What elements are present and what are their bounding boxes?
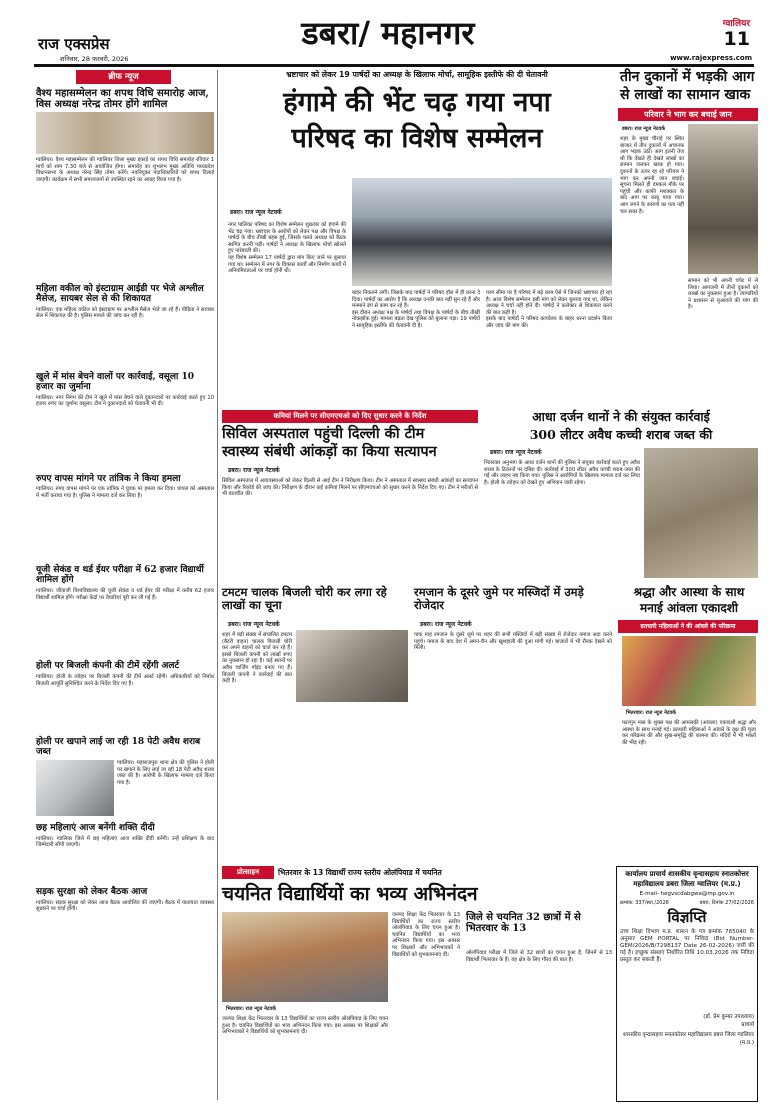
liquor-headline-2: 300 लीटर अवैध कच्ची शराब जब्त की bbox=[529, 427, 713, 442]
students-subhead: जिले से चयनित 32 छात्रों में से भितरवार के 13 bbox=[466, 912, 581, 934]
brief-head: सड़क सुरक्षा को लेकर बैठक आज bbox=[36, 886, 148, 897]
fire-text: सामान को भी अपनी चपेट में ले लिया। आगजनी में तीनों दुकानों को लाखों का नुकसान हुआ है। व्यापारियों ने प्रशासन से मुआवजे की मांग की है। bbox=[688, 278, 760, 311]
website: www.rajexpress.com bbox=[670, 54, 752, 62]
tempo-byline: डबरा। राज न्यूज नेटवर्क bbox=[228, 621, 280, 628]
lead-headline-1: हंगामे की भेंट चढ़ गया नपा bbox=[283, 87, 551, 118]
brief-head: होली पर खपाने लाई जा रही 18 पेटी अवैध शराब जब्त bbox=[36, 737, 201, 758]
notice-date: डबरा, दिनांक 27/02/2026 bbox=[699, 900, 754, 906]
page-number: 11 bbox=[723, 28, 750, 50]
notice-office: शासकीय वृन्दासहाय स्नातकोत्तर महाविद्यालय डबरा जिला ग्वालियर (म.प्र.) bbox=[623, 1031, 754, 1046]
liquor-byline: डबरा। राज न्यूज नेटवर्क bbox=[490, 449, 542, 456]
notice-title: महाविद्यालय डबरा जिला ग्वालियर (म.प्र.) bbox=[633, 880, 741, 888]
students-tag: प्रोत्साहन bbox=[222, 866, 274, 879]
hospital-strap: कमियां मिलने पर सीएमएचओ को दिए सुधार करने के निर्देश bbox=[222, 410, 478, 423]
brief-head: यूजी सेकंड व थर्ड ईयर परीक्षा में 62 हजार विद्यार्थी शामिल होंगे bbox=[36, 565, 204, 586]
liquor-text: भितरवार अनुभाग के आधा दर्जन थानों की पुलिस ने संयुक्त कार्रवाई करते हुए अवैध शराब के ठिकानों पर दबिश दी। कार्रवाई में 300 लीटर अवैध कच्ची शराब जब्त की गई और लाहन नष्ट किया गया। पुलिस ने आरोपियों के खिलाफ मामला दर्ज कर लिया है। होली के त्योहार को देखते हुए अभियान जारी रहेगा। bbox=[484, 460, 642, 486]
ekadashi-byline: भितरवार। राज न्यूज नेटवर्क bbox=[626, 710, 676, 716]
notice-heading: विज्ञप्ति bbox=[667, 908, 707, 926]
brief-head: खुले में मांस बेचने वालों पर कार्रवाई, वसूला 10 हजार का जुर्माना bbox=[36, 371, 194, 392]
issue-date: शनिवार, 28 फरवरी, 2026 bbox=[60, 55, 129, 63]
brief-text: ग्वालियर। महाराजपुरा थाना क्षेत्र की पुलिस ने होली पर खपाने के लिए लाई जा रही 18 पेटी अवैध शराब जब्त की है। आरोपी के खिलाफ मामला दर्ज किया गया है। bbox=[117, 759, 216, 786]
tempo-text: शहर में बड़ी संख्या में संचालित टमटम (बैटरी वाहन) चालक बिजली चोरी कर अपने वाहनों को चार्ज कर रहे हैं। इससे बिजली कंपनी को लाखों रुपए का नुकसान हो रहा है। कई स्थानों पर अवैध चार्जिंग पॉइंट बनाए गए हैं। बिजली कंपनी ने कार्रवाई की बात कही है। bbox=[222, 632, 294, 685]
notice-body: उच्च शिक्षा विभाग म.प्र. शासन के पत्र क्रमांक 765040 के अनुसार GEM PORTAL पर निविदा (Bid Number- GEM/2026/B/7298137 Date 26-02-2026) जारी की गई है। इच्छुक संस्थाएं निर्धारित तिथि 10.03.2026 तक निविदा प्रस्तुत कर सकती हैं। bbox=[620, 928, 756, 963]
brief-head: वैश्य महासम्मेलन का शपथ विधि समारोह आज, विस अध्यक्ष नरेन्द्र तोमर होंगे शामिल bbox=[36, 88, 209, 110]
fire-byline: डबरा। राज न्यूज नेटवर्क bbox=[622, 126, 666, 132]
ramzan-text: पाक माह रमजान के दूसरे जुमे पर शहर की सभी मस्जिदों में बड़ी संख्या में रोजेदार नमाज अदा करने पहुंचे। नमाज के बाद देश में अमन-चैन और खुशहाली की दुआ मांगी गई। बाजारों में भी रौनक देखने को मिली। bbox=[414, 632, 614, 652]
ekadashi-strap: व्रतधारी महिलाओं ने की आंवले की परिक्रमा bbox=[618, 620, 758, 633]
brief-text: ग्वालियर। ग्वालियर जिले में छह महिलाएं आज शक्ति दीदी बनेंगी। उन्हें प्रशिक्षण के बाद जिम्मेदारी सौंपी जाएगी। bbox=[36, 835, 216, 849]
brief-head: होली पर बिजली कंपनी की टीमें रहेंगी अलर्ट bbox=[36, 661, 180, 672]
brief-head: रुपए वापस मांगने पर तांत्रिक ने किया हमला bbox=[36, 473, 181, 484]
city-label: ग्वालियर bbox=[722, 19, 750, 29]
lead-byline: डबरा। राज न्यूज नेटवर्क bbox=[230, 209, 282, 216]
fire-headline-1: तीन दुकानों में भड़की आग bbox=[620, 69, 755, 85]
lead-text: परम सीमा पर है परिषद में बढ़े काम ऐसे में जिनको भ्रष्टाचार हो रहा है। आज विशेष सम्मेलन इसी मांग को लेकर बुलाया गया था, लेकिन अध्यक्ष ने चर्चा नहीं होने दी। पार्षदों ने कलेक्टर से शिकायत करने की बात कही है। इसके बाद पार्षदों ने परिषद कार्यालय के बाहर धरना प्रदर्शन किया और जांच की मांग की। bbox=[486, 290, 612, 329]
ekadashi-text: फाल्गुन मास के शुक्ल पक्ष की आमलकी (आंवला) एकादशी श्रद्धा और आस्था के साथ मनाई गई। व्रतधारी महिलाओं ने आंवले के वृक्ष की पूजा कर परिक्रमा की और सुख-समृद्धि की कामना की। मंदिरों में भी भक्तों की भीड़ रही। bbox=[622, 720, 758, 746]
ekadashi-headline-2: मनाई आंवला एकादशी bbox=[640, 601, 738, 615]
lead-photo bbox=[352, 178, 612, 286]
students-kicker: भितरवार के 13 विद्यार्थी राज्य स्तरीय ओलंपियाड में चयनित bbox=[278, 868, 442, 877]
column-divider bbox=[217, 70, 218, 1100]
liquor-photo bbox=[644, 448, 758, 578]
students-text: जनपद शिक्षा केंद्र भितरवार के 13 विद्यार्थियों का राज्य स्तरीय ओलंपियाड के लिए चयन हुआ है। चयनित विद्यार्थियों का भव्य अभिनंदन किया गया। इस अवसर पर शिक्षकों और अभिभावकों ने विद्यार्थियों को शुभकामनाएं दीं। bbox=[222, 1016, 390, 1036]
lead-headline-2: परिषद का विशेष सम्मेलन bbox=[291, 123, 543, 154]
brief-text: ग्वालियर। नगर निगम की टीम ने खुले में मांस बेचने वाले दुकानदारों पर कार्रवाई करते हुए 10 हजार रुपए का जुर्माना वसूला। टीम ने दुकानदारों को चेतावनी भी दी। bbox=[36, 394, 216, 408]
fire-headline-2: से लाखों का सामान खाक bbox=[620, 87, 751, 103]
brief-photo bbox=[36, 112, 214, 154]
students-text: जनपद शिक्षा केंद्र भितरवार के 13 विद्यार्थियों का राज्य स्तरीय ओलंपियाड के लिए चयन हुआ है। चयनित विद्यार्थियों का भव्य अभिनंदन किया गया। इस अवसर पर शिक्षकों और अभिभावकों ने विद्यार्थियों को शुभकामनाएं दीं। bbox=[392, 912, 462, 958]
fire-strap: परिवार ने भाग कर बचाई जान bbox=[618, 108, 758, 121]
tempo-headline: टमटम चालक बिजली चोरी कर लगा रहे लाखों का चूना bbox=[222, 585, 387, 612]
hospital-headline-1: सिविल अस्पताल पहुंची दिल्ली की टीम bbox=[222, 425, 425, 442]
brief-text: ग्वालियर। होली के त्योहार पर बिजली कंपनी की टीमें अलर्ट रहेंगी। अधिकारियों को निर्बाध बिजली आपूर्ति सुनिश्चित करने के निर्देश दिए गए हैं। bbox=[36, 674, 216, 687]
students-headline: चयनित विद्यार्थियों का भव्य अभिनंदन bbox=[222, 883, 478, 905]
brief-text: ग्वालियर। रुपए वापस मांगने पर एक तांत्रिक ने युवक पर हमला कर दिया। घायल को अस्पताल में भर्ती कराया गया है। पुलिस ने मामला दर्ज कर लिया है। bbox=[36, 486, 216, 500]
fire-text: शहर के मुख्य चौराहे पर स्थित बाजार में तीन दुकानों में अचानक आग भड़क उठी। आग इतनी तेज थी कि देखते ही देखते लाखों का सामान जलकर खाक हो गया। दुकानों के ऊपर रह रहे परिवार ने भाग कर अपनी जान बचाई। सूचना मिलते ही दमकल मौके पर पहुंची और काफी मशक्कत के बाद आग पर काबू पाया गया। आग लगने के कारणों का पता नहीं चल सका है। bbox=[620, 136, 686, 215]
brief-text: ग्वालियर। एक महिला वकील को इंस्टाग्राम पर अश्लील मैसेज भेजे जा रहे हैं। पीड़िता ने सायबर सेल में शिकायत की है। पुलिस मामले की जांच कर रही है। bbox=[36, 306, 216, 320]
brief-photo bbox=[36, 760, 114, 816]
brief-text: ग्वालियर। सड़क सुरक्षा को लेकर आज बैठक आयोजित की जाएगी। बैठक में यातायात व्यवस्था सुधारने पर चर्चा होगी। bbox=[36, 899, 216, 913]
lead-text: नगर पालिका परिषद का विशेष सम्मेलन शुक्रवार को हंगामे की भेंट चढ़ गया। भ्रष्टाचार के आरोपों को लेकर पक्ष और विपक्ष के पार्षदों के बीच तीखी बहस हुई, जिसके चलते अध्यक्ष को बैठक स्थगित करनी पड़ी। पार्षदों ने अध्यक्ष के खिलाफ मोर्चा खोलते हुए नारेबाजी की। यह विशेष सम्मेलन 17 पार्षदों द्वारा मांग किए जाने पर बुलाया गया था। सम्मेलन में नगर के विकास कार्यों और निर्माण कार्यों में अनियमितताओं पर चर्चा होनी थी। bbox=[228, 222, 346, 275]
tempo-photo bbox=[296, 630, 408, 702]
brief-text: ग्वालियर। वैश्य महासम्मेलन की ग्वालियर जिला मुख्य इकाई का शपथ विधि समारोह रविवार 1 मार्च को शाम 7.30 बजे से आयोजित होगा। समारोह का शुभारंभ मुख्य अतिथि मध्यप्रदेश विधानसभा के अध्यक्ष नरेन्द्र सिंह तोमर करेंगे। नवनियुक्त पदाधिकारियों को शपथ दिलाई जाएगी। कार्यक्रम में सभी समाजजनों से उपस्थित रहने का आग्रह किया गया है। bbox=[36, 157, 216, 183]
students-byline: भितरवार। राज न्यूज नेटवर्क bbox=[226, 1006, 276, 1012]
notice-email: E-mail- hegvscdabgwa@mp.gov.in bbox=[639, 891, 735, 897]
notice-post: प्राचार्य bbox=[741, 1021, 754, 1028]
brief-text: ग्वालियर। जीवाजी विश्वविद्यालय की यूजी सेकंड व थर्ड ईयर की परीक्षा में करीब 62 हजार विद्यार्थी शामिल होंगे। परीक्षा केंद्रों पर तैयारियां पूरी कर ली गई हैं। bbox=[36, 588, 216, 601]
masthead-rule bbox=[34, 64, 754, 67]
brief-tag: ब्रीफ न्यूज bbox=[76, 70, 171, 84]
hospital-headline-2: स्वास्थ्य संबंधी आंकड़ों का किया सत्यापन bbox=[222, 443, 437, 460]
notice-signatory: (डॉ. प्रेम कुमार उपाध्याय) bbox=[703, 1013, 754, 1020]
notice-title: कार्यालय प्राचार्य शासकीय वृन्दासहाय स्नातकोत्तर bbox=[625, 870, 749, 878]
brief-column bbox=[36, 88, 214, 1100]
ekadashi-headline-1: श्रद्धा और आस्था के साथ bbox=[633, 585, 745, 599]
ramzan-byline: डबरा। राज न्यूज नेटवर्क bbox=[420, 621, 472, 628]
ramzan-headline: रमजान के दूसरे जुमे पर मस्जिदों में उमड़े रोजेदार bbox=[414, 585, 584, 612]
liquor-headline-1: आधा दर्जन थानों ने की संयुक्त कार्रवाई bbox=[532, 409, 710, 424]
lead-kicker: भ्रष्टाचार को लेकर 19 पार्षदों का अध्यक्ष के खिलाफ मोर्चा, सामूहिक इस्तीफे की दी चेतावनी bbox=[286, 70, 548, 79]
brief-head: महिला वकील को इंस्टाग्राम आईडी पर भेजे अश्लील मैसेज, सायबर सेल से की शिकायत bbox=[36, 284, 204, 304]
students-text: ओलंपियाड परीक्षा में जिले से 32 छात्रों का चयन हुआ है, जिनमें से 13 विद्यार्थी भितरवार के हैं। यह क्षेत्र के लिए गौरव की बात है। bbox=[466, 950, 614, 963]
paper-name: राज एक्सप्रेस bbox=[38, 35, 110, 53]
hospital-text: सिविल अस्पताल में अव्यवस्थाओं को लेकर दिल्ली से आई टीम ने निरीक्षण किया। टीम ने अस्पताल में स्वास्थ्य संबंधी आंकड़ों का सत्यापन किया और रिकॉर्ड की जांच की। निरीक्षण के दौरान कई कमियां मिलने पर सीएमएचओ को सुधार करने के निर्देश दिए गए। टीम ने मरीजों से भी बातचीत की। bbox=[222, 478, 480, 498]
lead-text: बाहर निकलने लगीं। जिसके बाद पार्षदों ने परिषद हॉल में ही धरना दे दिया। पार्षदों का आरोप है कि अध्यक्ष उनकी बात नहीं सुन रहे हैं और मनमाने ढंग से काम कर रहे हैं। इस दौरान अध्यक्ष पक्ष के पार्षदों तथा विपक्ष के पार्षदों के बीच तीखी नोकझोंक हुई। मामला बढ़ता देख पुलिस को बुलाना पड़ा। 19 पार्षदों ने सामूहिक इस्तीफे की चेतावनी दी है। bbox=[352, 290, 480, 329]
fire-photo bbox=[688, 124, 758, 274]
ekadashi-photo bbox=[622, 636, 756, 706]
section-title: डबरा/ महानगर bbox=[301, 14, 475, 52]
notice-box bbox=[616, 866, 758, 1102]
brief-head: छह महिलाएं आज बनेंगी शक्ति दीदी bbox=[36, 822, 155, 833]
notice-ref: क्रमांक: 337/स्था./2026 bbox=[620, 900, 669, 906]
students-photo bbox=[222, 912, 388, 1002]
hospital-byline: डबरा। राज न्यूज नेटवर्क bbox=[228, 467, 280, 474]
